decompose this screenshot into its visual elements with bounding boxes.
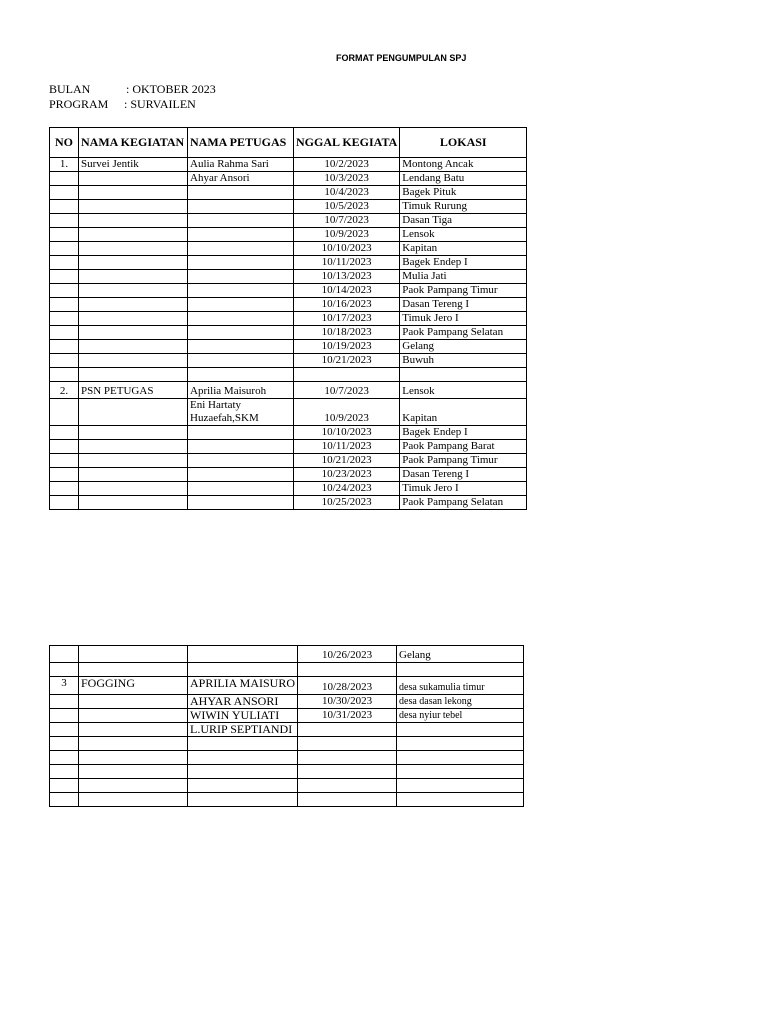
cell-tanggal-kegiatan: 10/2/2023 <box>294 158 400 172</box>
cell-tanggal-kegiatan: 10/25/2023 <box>294 496 400 510</box>
cell-tanggal-kegiatan <box>298 723 397 737</box>
cell-lokasi: Lensok <box>400 228 527 242</box>
cell-no <box>50 723 79 737</box>
cell-no <box>50 228 79 242</box>
cell-tanggal-kegiatan: 10/26/2023 <box>298 646 397 663</box>
cell-lokasi: Paok Pampang Selatan <box>400 496 527 510</box>
cell-nama-kegiatan <box>79 646 188 663</box>
program-label: PROGRAM <box>49 97 109 111</box>
cell-no <box>50 426 79 440</box>
table-row <box>50 426 527 440</box>
cell-tanggal-kegiatan: 10/10/2023 <box>294 426 400 440</box>
cell-nama-petugas <box>188 695 298 709</box>
table-row <box>50 200 527 214</box>
cell-nama-petugas <box>188 214 294 228</box>
cell-lokasi <box>400 368 527 382</box>
cell-nama-petugas <box>188 340 294 354</box>
cell-nama-petugas <box>188 200 294 214</box>
cell-lokasi: Paok Pampang Timur <box>400 284 527 298</box>
cell-tanggal-kegiatan: 10/31/2023 <box>298 709 397 723</box>
table-row <box>50 482 527 496</box>
table-row <box>50 242 527 256</box>
cell-lokasi: desa dasan lekong <box>397 695 524 709</box>
cell-nama-petugas <box>188 284 294 298</box>
cell-no <box>50 496 79 510</box>
cell-tanggal-kegiatan <box>298 765 397 779</box>
cell-no <box>50 354 79 368</box>
cell-lokasi <box>397 751 524 765</box>
cell-nama-kegiatan <box>79 709 188 723</box>
cell-no <box>50 186 79 200</box>
cell-lokasi <box>397 723 524 737</box>
table-row <box>50 709 524 723</box>
cell-nama-kegiatan <box>79 256 188 270</box>
cell-tanggal-kegiatan <box>298 751 397 765</box>
cell-no <box>50 242 79 256</box>
cell-tanggal-kegiatan: 10/7/2023 <box>294 214 400 228</box>
cell-nama-petugas <box>188 256 294 270</box>
cell-lokasi: Buwuh <box>400 354 527 368</box>
table-row <box>50 354 527 368</box>
cell-tanggal-kegiatan: 10/17/2023 <box>294 312 400 326</box>
cell-no <box>50 298 79 312</box>
cell-tanggal-kegiatan: 10/11/2023 <box>294 440 400 454</box>
cell-lokasi: Bagek Endep I <box>400 426 527 440</box>
petugas-name: Aprilia Maisuroh <box>190 385 267 397</box>
table-row <box>50 793 524 807</box>
cell-nama-kegiatan <box>79 242 188 256</box>
cell-nama-kegiatan <box>79 340 188 354</box>
table-row <box>50 326 527 340</box>
cell-no <box>50 284 79 298</box>
cell-no <box>50 326 79 340</box>
header-nama-petugas: NAMA PETUGAS <box>188 128 294 158</box>
cell-no <box>50 765 79 779</box>
cell-nama-petugas <box>188 228 294 242</box>
cell-tanggal-kegiatan: 10/4/2023 <box>294 186 400 200</box>
petugas-name: L.URIP SEPTIANDI <box>190 722 293 736</box>
cell-tanggal-kegiatan <box>298 737 397 751</box>
cell-tanggal-kegiatan <box>294 368 400 382</box>
petugas-name: Ahyar Ansori <box>190 172 250 184</box>
table-row <box>50 695 524 709</box>
petugas-name: APRILIA MAISURO <box>190 676 296 690</box>
cell-tanggal-kegiatan: 10/13/2023 <box>294 270 400 284</box>
cell-nama-petugas <box>188 172 294 186</box>
cell-nama-kegiatan <box>79 482 188 496</box>
cell-nama-petugas <box>188 779 298 793</box>
cell-nama-petugas <box>188 426 294 440</box>
cell-nama-kegiatan <box>79 765 188 779</box>
cell-nama-kegiatan <box>79 214 188 228</box>
cell-lokasi: Bagek Pituk <box>400 186 527 200</box>
cell-no <box>50 482 79 496</box>
cell-tanggal-kegiatan <box>298 779 397 793</box>
cell-nama-petugas <box>188 440 294 454</box>
table-row <box>50 284 527 298</box>
cell-tanggal-kegiatan: 10/30/2023 <box>298 695 397 709</box>
cell-nama-kegiatan <box>79 200 188 214</box>
table-row <box>50 312 527 326</box>
bulan-value: : OKTOBER 2023 <box>126 82 216 96</box>
cell-nama-kegiatan <box>79 779 188 793</box>
cell-nama-kegiatan <box>79 723 188 737</box>
cell-nama-petugas <box>188 709 298 723</box>
cell-no <box>50 440 79 454</box>
cell-no <box>50 270 79 284</box>
table-row <box>50 765 524 779</box>
cell-nama-kegiatan <box>79 298 188 312</box>
cell-tanggal-kegiatan <box>298 663 397 677</box>
cell-nama-petugas <box>188 454 294 468</box>
cell-lokasi <box>397 765 524 779</box>
cell-nama-kegiatan <box>79 468 188 482</box>
cell-nama-kegiatan: PSN PETUGAS <box>79 382 188 399</box>
cell-no: 2. <box>50 382 79 399</box>
cell-nama-kegiatan <box>79 399 188 426</box>
petugas-name: AHYAR ANSORI <box>190 694 279 708</box>
cell-nama-kegiatan <box>79 793 188 807</box>
table-row <box>50 214 527 228</box>
table-row <box>50 270 527 284</box>
cell-no <box>50 172 79 186</box>
cell-lokasi: Mulia Jati <box>400 270 527 284</box>
table-row <box>50 737 524 751</box>
cell-no <box>50 695 79 709</box>
cell-tanggal-kegiatan: 10/7/2023 <box>294 382 400 399</box>
table-row <box>50 468 527 482</box>
cell-nama-petugas <box>188 677 298 695</box>
cell-lokasi: Timuk Jero I <box>400 482 527 496</box>
cell-nama-petugas <box>188 326 294 340</box>
cell-tanggal-kegiatan: 10/3/2023 <box>294 172 400 186</box>
cell-tanggal-kegiatan: 10/9/2023 <box>294 228 400 242</box>
cell-nama-petugas <box>188 382 294 399</box>
cell-no <box>50 468 79 482</box>
cell-tanggal-kegiatan: 10/14/2023 <box>294 284 400 298</box>
cell-no <box>50 751 79 765</box>
cell-lokasi: Lensok <box>400 382 527 399</box>
cell-tanggal-kegiatan <box>298 793 397 807</box>
petugas-name: Aulia Rahma Sari <box>190 158 269 170</box>
cell-lokasi: Kapitan <box>400 242 527 256</box>
cell-lokasi: Timuk Jero I <box>400 312 527 326</box>
cell-lokasi: Paok Pampang Barat <box>400 440 527 454</box>
cell-nama-petugas <box>188 399 294 426</box>
table-row <box>50 228 527 242</box>
cell-nama-kegiatan <box>79 312 188 326</box>
cell-lokasi: Bagek Endep I <box>400 256 527 270</box>
cell-no <box>50 399 79 426</box>
cell-lokasi <box>397 663 524 677</box>
cell-lokasi <box>397 779 524 793</box>
cell-lokasi: Timuk Rurung <box>400 200 527 214</box>
table-row <box>50 382 527 399</box>
cell-nama-kegiatan <box>79 496 188 510</box>
cell-nama-petugas <box>188 646 298 663</box>
cell-lokasi: Montong Ancak <box>400 158 527 172</box>
cell-nama-kegiatan: FOGGING <box>79 677 188 695</box>
table-row <box>50 779 524 793</box>
cell-lokasi: Paok Pampang Selatan <box>400 326 527 340</box>
cell-nama-kegiatan <box>79 440 188 454</box>
program-value: : SURVAILEN <box>124 97 196 111</box>
cell-no <box>50 737 79 751</box>
table-row <box>50 677 524 695</box>
cell-lokasi <box>397 793 524 807</box>
cell-no <box>50 368 79 382</box>
table-row <box>50 440 527 454</box>
table-row <box>50 158 527 172</box>
cell-tanggal-kegiatan: 10/23/2023 <box>294 468 400 482</box>
document-title: FORMAT PENGUMPULAN SPJ <box>336 53 467 63</box>
table-row <box>50 340 527 354</box>
header-nama-kegiatan: NAMA KEGIATAN <box>79 128 188 158</box>
table-row <box>50 399 527 426</box>
table-header-row <box>50 128 527 158</box>
cell-tanggal-kegiatan: 10/24/2023 <box>294 482 400 496</box>
cell-nama-petugas <box>188 496 294 510</box>
table-row <box>50 368 527 382</box>
cell-tanggal-kegiatan: 10/28/2023 <box>298 677 397 695</box>
cell-nama-petugas <box>188 298 294 312</box>
cell-no <box>50 709 79 723</box>
table-row <box>50 496 527 510</box>
table-row <box>50 723 524 737</box>
petugas-name: Huzaefah,SKM <box>190 412 259 424</box>
cell-no <box>50 646 79 663</box>
cell-nama-kegiatan <box>79 368 188 382</box>
cell-no <box>50 793 79 807</box>
table-row <box>50 256 527 270</box>
table-row <box>50 186 527 200</box>
header-lokasi: LOKASI <box>400 128 527 158</box>
cell-nama-petugas <box>188 312 294 326</box>
petugas-name: Eni Hartaty <box>190 399 242 411</box>
cell-nama-petugas <box>188 765 298 779</box>
cell-no <box>50 454 79 468</box>
table-row <box>50 663 524 677</box>
cell-nama-petugas <box>188 482 294 496</box>
cell-nama-petugas <box>188 663 298 677</box>
cell-lokasi: Gelang <box>400 340 527 354</box>
table-row <box>50 751 524 765</box>
cell-nama-kegiatan <box>79 663 188 677</box>
cell-lokasi: Gelang <box>397 646 524 663</box>
cell-nama-kegiatan <box>79 228 188 242</box>
cell-lokasi: desa nyiur tebel <box>397 709 524 723</box>
cell-nama-kegiatan <box>79 695 188 709</box>
petugas-name: WIWIN YULIATI <box>190 708 280 722</box>
cell-tanggal-kegiatan: 10/18/2023 <box>294 326 400 340</box>
cell-tanggal-kegiatan: 10/19/2023 <box>294 340 400 354</box>
cell-no <box>50 200 79 214</box>
cell-no <box>50 312 79 326</box>
cell-nama-kegiatan <box>79 737 188 751</box>
cell-tanggal-kegiatan: 10/21/2023 <box>294 454 400 468</box>
cell-nama-petugas <box>188 354 294 368</box>
cell-nama-petugas <box>188 723 298 737</box>
cell-lokasi: desa sukamulia timur <box>397 677 524 695</box>
cell-nama-petugas <box>188 368 294 382</box>
cell-nama-petugas <box>188 751 298 765</box>
cell-nama-kegiatan: Survei Jentik <box>79 158 188 172</box>
cell-lokasi: Dasan Tereng I <box>400 298 527 312</box>
spj-table-1 <box>49 127 527 510</box>
cell-lokasi: Lendang Batu <box>400 172 527 186</box>
cell-nama-kegiatan <box>79 326 188 340</box>
cell-lokasi: Dasan Tiga <box>400 214 527 228</box>
cell-nama-petugas <box>188 242 294 256</box>
cell-nama-kegiatan <box>79 172 188 186</box>
cell-nama-kegiatan <box>79 270 188 284</box>
cell-tanggal-kegiatan: 10/11/2023 <box>294 256 400 270</box>
table-row <box>50 172 527 186</box>
cell-no <box>50 256 79 270</box>
cell-nama-kegiatan <box>79 284 188 298</box>
cell-tanggal-kegiatan: 10/21/2023 <box>294 354 400 368</box>
header-no: NO <box>50 128 79 158</box>
cell-nama-petugas <box>188 468 294 482</box>
cell-no: 1. <box>50 158 79 172</box>
cell-no <box>50 779 79 793</box>
cell-nama-petugas <box>188 270 294 284</box>
table-row <box>50 646 524 663</box>
cell-nama-petugas <box>188 158 294 172</box>
cell-tanggal-kegiatan: 10/16/2023 <box>294 298 400 312</box>
cell-nama-petugas <box>188 186 294 200</box>
cell-nama-kegiatan <box>79 751 188 765</box>
cell-nama-kegiatan <box>79 354 188 368</box>
header-tanggal-kegiatan: NGGAL KEGIATA <box>294 128 400 158</box>
cell-no <box>50 340 79 354</box>
cell-nama-petugas <box>188 737 298 751</box>
cell-no <box>50 663 79 677</box>
cell-nama-kegiatan <box>79 426 188 440</box>
cell-nama-kegiatan <box>79 186 188 200</box>
cell-nama-kegiatan <box>79 454 188 468</box>
table-row <box>50 298 527 312</box>
cell-no <box>50 214 79 228</box>
bulan-label: BULAN <box>49 82 91 96</box>
cell-tanggal-kegiatan: 10/9/2023 <box>294 399 400 426</box>
spj-table-2 <box>49 645 524 807</box>
cell-lokasi: Dasan Tereng I <box>400 468 527 482</box>
cell-nama-petugas <box>188 793 298 807</box>
table-row <box>50 454 527 468</box>
cell-no: 3 <box>50 677 79 695</box>
cell-tanggal-kegiatan: 10/10/2023 <box>294 242 400 256</box>
cell-lokasi: Paok Pampang Timur <box>400 454 527 468</box>
cell-tanggal-kegiatan: 10/5/2023 <box>294 200 400 214</box>
cell-lokasi <box>397 737 524 751</box>
cell-lokasi: Kapitan <box>400 399 527 426</box>
